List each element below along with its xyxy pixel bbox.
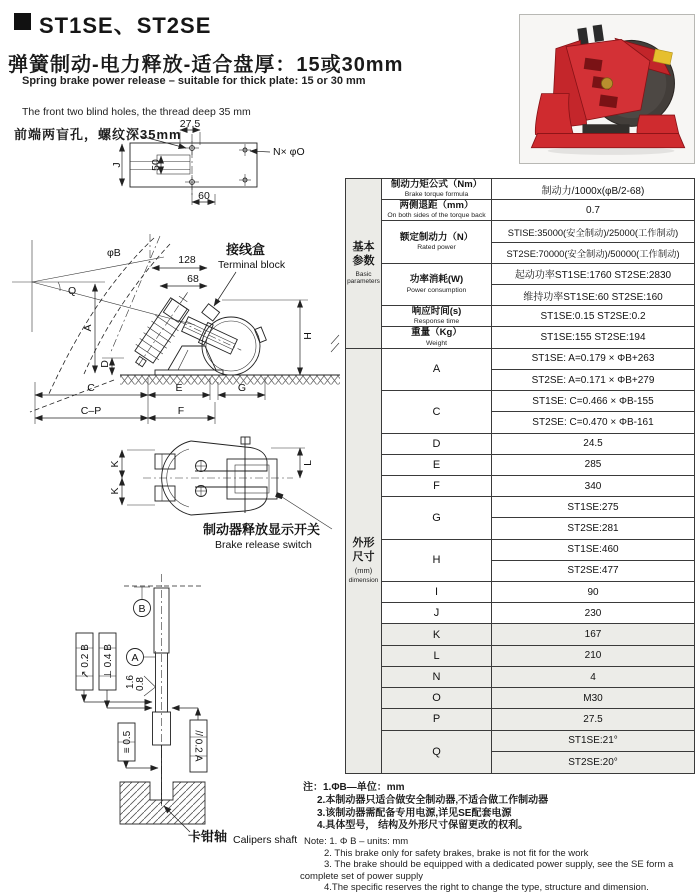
section-header-basic: 基本参数 Basic parameters [346, 179, 382, 349]
note-en-line: 3. The brake should be equipped with a dedicated power supply, see the SE form a complete set of power supply [300, 859, 674, 882]
dim-value: ST2SE:281 [492, 518, 694, 539]
param-value: STISE:35000(安全制动)/25000(工作制动) [492, 221, 694, 242]
dim-value: 210 [492, 646, 694, 667]
dim-60: 60 [198, 190, 210, 202]
param-value: 0.7 [492, 200, 694, 221]
dim-l: L [302, 460, 314, 466]
dim-label: I [382, 582, 492, 603]
subtitle-en: Spring brake power release – suitable for thick plate: 15 or 30 mm [22, 75, 366, 87]
param-value: ST1SE:0.15 ST2SE:0.2 [492, 306, 694, 327]
dim-value: 230 [492, 603, 694, 624]
param-label: 两侧退距（mm） On both sides of the torque back [382, 200, 492, 221]
dim-d: D [99, 360, 111, 368]
dim-value: M30 [492, 688, 694, 709]
spring-stack [127, 283, 201, 373]
dim-value: ST2SE: C=0.470 × ΦB-161 [492, 412, 694, 433]
dim-value: 285 [492, 455, 694, 476]
note-en-line: 2. This brake only for safety brakes, brake is not fit for the work [324, 847, 589, 859]
tolerance-perpendicularity: ⊥ 0.4 B [103, 644, 114, 679]
dim-value: ST2SE:20° [492, 752, 694, 773]
dim-label: F [382, 476, 492, 497]
title-bullet-square [14, 13, 31, 30]
housing-ring [202, 317, 260, 375]
note-zh-line: 注：1.ΦB—单位：mm [303, 782, 405, 793]
dim-value: ST2SE: A=0.171 × ΦB+279 [492, 370, 694, 391]
note-en-line: Note: 1. Φ B – units: mm [304, 836, 409, 847]
dim-label: N [382, 667, 492, 688]
brake-pin [601, 78, 612, 89]
switch-label-en: Brake release switch [215, 539, 312, 551]
datum-a: A [131, 652, 139, 664]
param-label: 额定制动力（N） Rated power [382, 221, 492, 263]
param-label: 重量（Kg） Weight [382, 327, 492, 348]
dim-128: 128 [178, 254, 196, 266]
flange-note-zh: 前端两盲孔，螺纹深35mm [14, 127, 182, 142]
tolerance-runout: ↗ 0.2 B [80, 644, 91, 679]
dim-value: ST1SE:275 [492, 497, 694, 518]
note-zh-line: 3.该制动器需配备专用电源,详见SE配套电源 [317, 807, 512, 819]
param-value: 起动功率ST1SE:1760 ST2SE:2830 [492, 264, 694, 285]
dim-label: D [382, 434, 492, 455]
dim-value: 340 [492, 476, 694, 497]
flange-note-en: The front two blind holes, the thread deep 35 mm [22, 106, 251, 118]
dim-label: O [382, 688, 492, 709]
dim-e: E [175, 382, 183, 394]
dim-k-bottom: K [109, 487, 121, 495]
dim-h: H [302, 332, 314, 340]
dim-label: J [382, 603, 492, 624]
dim-label: C [382, 391, 492, 433]
dim-nxo: N× φO [273, 146, 305, 158]
dim-value: ST1SE:460 [492, 540, 694, 561]
dim-c: C [87, 382, 95, 394]
dim-value: 27.5 [492, 709, 694, 730]
dim-label: K [382, 624, 492, 645]
page-title: ST1SE、ST2SE [39, 13, 212, 38]
dim-value: 4 [492, 667, 694, 688]
dim-j: J [111, 162, 123, 168]
dim-value: 90 [492, 582, 694, 603]
dim-68: 68 [187, 273, 199, 285]
drawing-side-view [2, 232, 342, 432]
param-label: 功率消耗(W) Power consumption [382, 264, 492, 306]
dim-label: L [382, 646, 492, 667]
dim-c-p: C–P [80, 405, 102, 417]
param-value: 制动力/1000x(φB/2-68) [492, 179, 694, 200]
dim-f: F [177, 405, 185, 417]
dim-value: ST2SE:477 [492, 561, 694, 582]
note-en-line: 4.The specific reserves the right to change the type, structure and dimension. [324, 882, 649, 894]
subtitle-zh: 弹簧制动-电力释放-适合盘厚：15或30mm [8, 54, 404, 76]
param-value: ST2SE:70000(安全制动)/50000(工作制动) [492, 243, 694, 264]
dim-value: 167 [492, 624, 694, 645]
tolerance-symmetry: ≡ 0.5 [122, 730, 133, 754]
param-value: ST1SE:155 ST2SE:194 [492, 327, 694, 348]
note-zh-line: 4.具体型号， 结构及外形尺寸保留更改的权利。 [317, 820, 529, 832]
dim-q-angle: Q [68, 285, 77, 297]
dim-50: 50 [150, 159, 162, 171]
terminal-block-label-en: Terminal block [218, 259, 286, 271]
product-photo-frame [519, 14, 695, 164]
shaft-label-zh: 卡钳轴 [188, 829, 228, 844]
mount-block [120, 782, 205, 824]
leader-blind-holes [140, 136, 186, 148]
notes-en [300, 836, 698, 894]
dim-label: E [382, 455, 492, 476]
section-header-dimension: 外形尺寸 (mm) dimension [346, 349, 382, 773]
note-zh-line: 2.本制动器只适合做安全制动器,不适合做工作制动器 [317, 794, 549, 806]
switch-label-zh: 制动器释放显示开关 [203, 522, 321, 537]
dim-label: H [382, 540, 492, 582]
dim-27-5: 27.5 [179, 118, 201, 130]
roughness-1-6: 1.6 [125, 675, 136, 689]
tolerance-parallelism: // 0.2 A [192, 730, 204, 762]
terminal-box [202, 304, 220, 321]
dim-g: G [237, 382, 247, 394]
switch-nub [275, 492, 283, 499]
dim-value: 24.5 [492, 434, 694, 455]
dim-value: ST1SE:21° [492, 731, 694, 752]
param-value: 维持功率ST1SE:60 ST2SE:160 [492, 285, 694, 306]
dim-phi-b: φB [107, 247, 121, 259]
drawing-shaft [60, 560, 320, 860]
param-label: 响应时间(s) Response time [382, 306, 492, 327]
dim-label: A [382, 349, 492, 391]
brake-base [531, 133, 684, 147]
spec-table [345, 178, 695, 774]
roughness-0-8: 0.8 [135, 677, 146, 691]
dim-a: A [82, 324, 94, 332]
datum-b: B [138, 603, 146, 615]
shaft-label-en: Calipers shaft [233, 834, 298, 846]
dim-value: ST1SE: C=0.466 × ΦB-155 [492, 391, 694, 412]
notes-zh [303, 782, 695, 833]
dim-label: P [382, 709, 492, 730]
brake-foot-left [535, 94, 573, 135]
drawing-top-view [95, 433, 345, 558]
dim-k-top: K [109, 460, 121, 468]
param-label: 制动力矩公式（Nm） Brake torque formula [382, 179, 492, 200]
product-photo [525, 20, 689, 158]
dim-label: Q [382, 731, 492, 773]
ground-hatch [120, 376, 340, 385]
dim-label: G [382, 497, 492, 539]
terminal-block-label-zh: 接线盒 [226, 242, 266, 257]
dim-value: ST1SE: A=0.179 × ΦB+263 [492, 349, 694, 370]
drawing-flange [100, 118, 340, 222]
